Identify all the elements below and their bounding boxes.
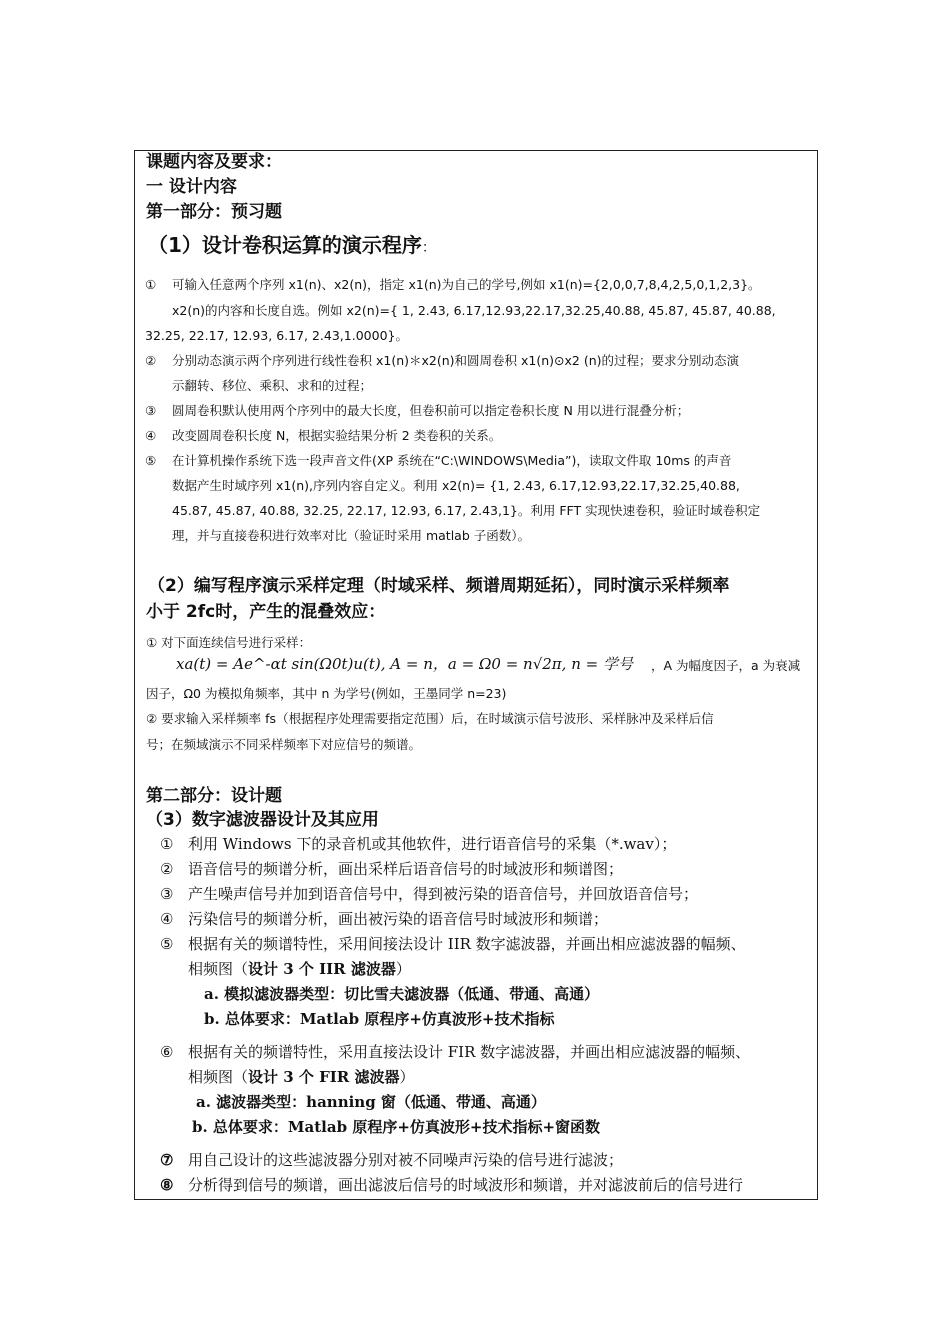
q1-item-num: ② [145,353,157,368]
section-heading-part2: 第二部分：设计题 [146,786,282,806]
section-heading-part1: 第一部分：预习题 [146,202,282,222]
q3-item-text: 产生噪声信号并加到语音信号中，得到被污染的语音信号，并回放语音信号； [188,885,699,903]
q2-intro: ① 对下面连续信号进行采样： [146,635,312,650]
q3-item-text: 分析得到信号的频谱，画出滤波后信号的时域波形和频谱，并对滤波前后的信号进行 [188,1176,744,1194]
q3-item-num: ⑤ [160,935,174,953]
q1-item-line: 圆周卷积默认使用两个序列中的最大长度，但卷积前可以指定卷积长度 N 用以进行混叠分析； [172,403,690,418]
q1-item-line: 数据产生时域序列 x1(n),序列内容自定义。利用 x2(n)= {1, 2.43, 6.17,12.93,22.17,32.25,40.88, [172,478,740,493]
q1-item-line: 在计算机操作系统下选一段声音文件(XP 系统在“C:\WINDOWS\Media”)，读取文件取 10ms 的声音 [172,453,732,468]
q2-title-line2: 小于 2fc时，产生的混叠效应： [146,602,386,622]
q3-item-num: ④ [160,910,174,928]
q1-item-line: 32.25, 22.17, 12.93, 6.17, 2.43,1.0000}。 [145,328,408,343]
q3-item-num: ② [160,860,174,878]
sampling-formula: xa(t) = Ae^-αt sin(Ω0t)u(t), A = n，a = Ω0 = n√2π, n = 学号 [176,655,633,673]
q1-item-line: 改变圆周卷积长度 N，根据实验结果分析 2 类卷积的关系。 [172,428,502,443]
q1-item-line: 分别动态演示两个序列进行线性卷积 x1(n)＊x2(n)和圆周卷积 x1(n)⊙x2 (n)的过程；要求分别动态演 [172,353,739,368]
q3-item-num: ⑦ [160,1151,174,1169]
q1-item-line: 理，并与直接卷积进行效率对比（验证时采用 matlab 子函数）。 [172,528,531,543]
q3-item-text: 语音信号的频谱分析，画出采样后语音信号的时域波形和频谱图； [188,860,624,878]
q3-title: （3）数字滤波器设计及其应用 [146,810,379,830]
q3-item-text: 用自己设计的这些滤波器分别对被不同噪声污染的信号进行滤波； [188,1151,624,1169]
q1-title: （1）设计卷积运算的演示程序： [148,233,436,257]
q3-item-text: 根据有关的频谱特性，采用间接法设计 IIR 数字滤波器，并画出相应滤波器的幅频、 [188,935,746,953]
q3-item-num: ⑧ [160,1176,174,1194]
q1-item-num: ③ [145,403,157,418]
q2-line3: 因子，Ω0 为模拟角频率，其中 n 为学号(例如，王墨同学 n=23) [146,686,507,701]
q2-item2-line2: 号；在频域演示不同采样频率下对应信号的频谱。 [146,737,422,752]
q3-item-text: 相频图（设计 3 个 IIR 滤波器） [188,960,411,978]
q1-item-line: 示翻转、移位、乘积、求和的过程； [172,378,373,393]
q1-item-line: 45.87, 45.87, 40.88, 32.25, 22.17, 12.93, 6.17, 2.43,1}。利用 FFT 实现快速卷积，验证时域卷积定 [172,503,761,518]
iir-sub-a: a. 模拟滤波器类型：切比雪夫滤波器（低通、带通、高通） [204,985,600,1003]
q1-item-line: x2(n)的内容和长度自选。例如 x2(n)={ 1, 2.43, 6.17,12.93,22.17,32.25,40.88, 45.87, 45.87, 40.88, [172,303,776,318]
section-heading-design-content: 一 设计内容 [146,177,237,197]
q3-item-text: 相频图（设计 3 个 FIR 滤波器） [188,1068,415,1086]
q2-item2-line1: ② 要求输入采样频率 fs（根据程序处理需要指定范围）后，在时域演示信号波形、采样脉冲及采样后信 [146,711,714,726]
q3-item-text: 根据有关的频谱特性，采用直接法设计 FIR 数字滤波器，并画出相应滤波器的幅频、 [188,1043,751,1061]
q3-item-text: 利用 Windows 下的录音机或其他软件，进行语音信号的采集（*.wav）； [188,835,677,853]
q1-item-num: ⑤ [145,453,157,468]
section-heading-course-content: 课题内容及要求： [146,152,282,172]
q3-item-num: ⑥ [160,1043,174,1061]
fir-sub-a: a. 滤波器类型：hanning 窗（低通、带通、高通） [196,1093,546,1111]
q3-item-num: ③ [160,885,174,903]
q1-item-line: 可输入任意两个序列 x1(n)、x2(n)，指定 x1(n)为自己的学号,例如 x1(n)={2,0,0,7,8,4,2,5,0,1,2,3}。 [172,277,761,292]
q3-item-text: 污染信号的频谱分析，画出被污染的语音信号时域波形和频谱； [188,910,609,928]
iir-sub-b: b. 总体要求：Matlab 原程序+仿真波形+技术指标 [204,1010,555,1028]
q3-item-num: ① [160,835,174,853]
q2-title-line1: （2）编写程序演示采样定理（时域采样、频谱周期延拓），同时演示采样频率 [148,576,730,596]
q1-item-num: ① [145,277,157,292]
formula-tail: ，A 为幅度因子，a 为衰减 [651,658,801,673]
fir-sub-b: b. 总体要求：Matlab 原程序+仿真波形+技术指标+窗函数 [192,1118,601,1136]
q1-item-num: ④ [145,428,157,443]
